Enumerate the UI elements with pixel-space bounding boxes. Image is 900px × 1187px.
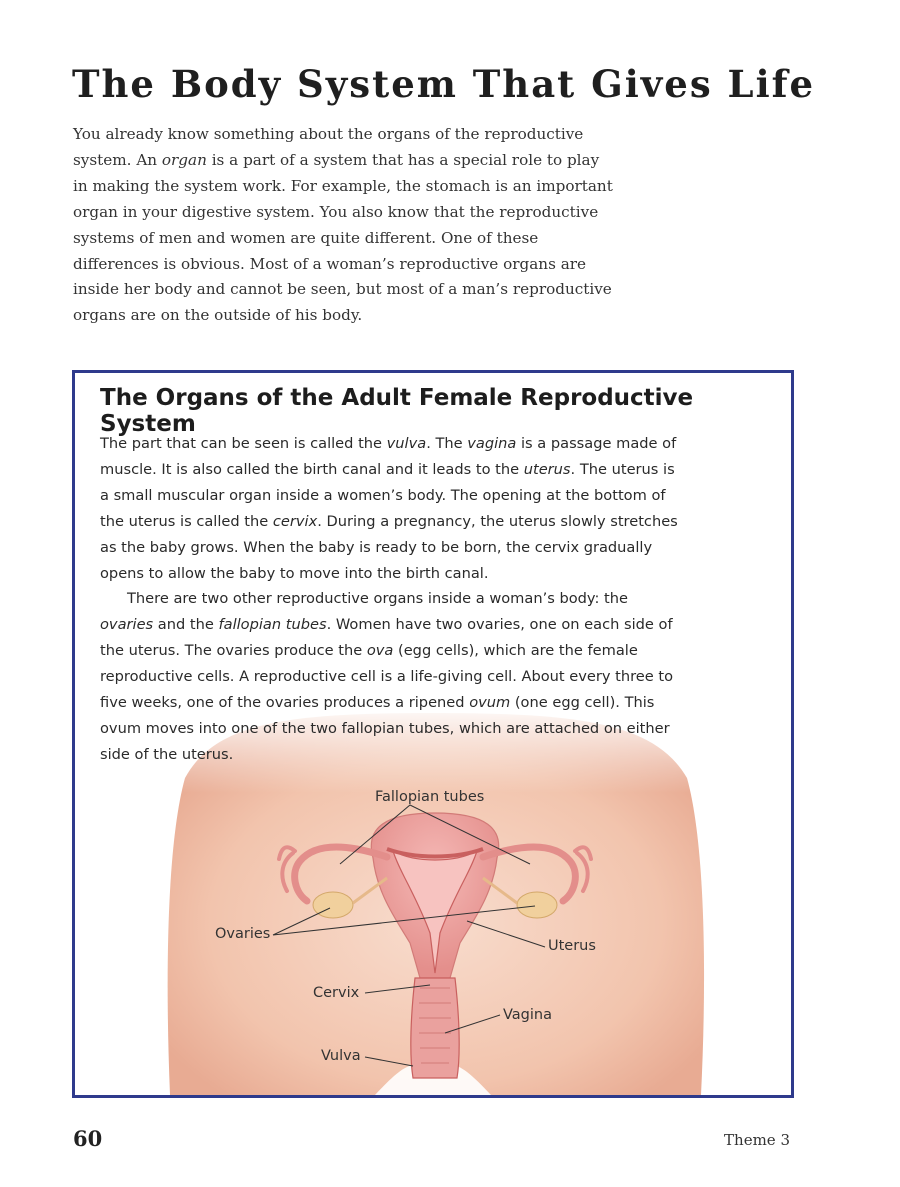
panel-text: . The uterus is a small muscular organ inside a women’s body. The opening at the bottom of the uterus is called the	[100, 460, 675, 530]
panel-text: (egg cells), which are the female reproductive cells. A reproductive cell is a life-giving cell. About every three to five weeks, one of the ovaries produces a ripened	[100, 642, 674, 712]
term-cervix: cervix	[272, 512, 318, 530]
label-fallopian-tubes: Fallopian tubes	[375, 789, 485, 805]
term-ovaries: ovaries	[100, 616, 154, 634]
footer-theme: Theme 3	[724, 1131, 790, 1149]
intro-term-organ: organ	[161, 150, 207, 169]
label-uterus: Uterus	[548, 938, 596, 954]
term-vulva: vulva	[386, 435, 427, 452]
term-vagina: vagina	[467, 435, 517, 452]
term-uterus: uterus	[523, 460, 571, 478]
panel-text: is a passage made of muscle. It is also called the birth canal and it leads to the	[100, 435, 677, 478]
term-ova: ova	[366, 642, 394, 660]
label-ovaries: Ovaries	[215, 926, 271, 942]
panel-text: (one egg cell). This ovum moves into one of the two fallopian tubes, which are attached on either side of the uterus.	[100, 694, 670, 763]
term-fallopian-tubes: fallopian tubes	[218, 616, 327, 634]
panel-text: . The	[426, 435, 468, 452]
ovary-right	[517, 892, 557, 918]
panel-title: The Organs of the Adult Female Reproductive System	[100, 385, 694, 437]
panel-text: There are two other reproductive organs inside a woman’s body: the	[127, 590, 629, 608]
diagram-panel	[72, 370, 794, 1098]
panel-text: . During a pregnancy, the uterus slowly stretches as the baby grows. When the baby is ready to be born, the cervix gradually opens to allow the baby to move into the birth canal.	[100, 512, 678, 582]
page-number: 60	[73, 1126, 103, 1151]
ovary-left	[313, 892, 353, 918]
label-vulva: Vulva	[321, 1048, 361, 1064]
intro-text: is a part of a system that has a special role to play in making the system work. For example, the stomach is an important organ in your digestive system. You also know that the reproductive systems of men and women are quite different. One of these differences is obvious. Most of a woman’s reproductive organs are inside her body and cannot be seen, but most of a man’s reproductive organs are on the outside of his body.	[73, 150, 613, 325]
panel-text: The part that can be seen is called the	[100, 435, 387, 452]
panel-text: and the	[153, 616, 219, 634]
label-cervix: Cervix	[313, 985, 360, 1001]
intro-paragraph	[73, 122, 613, 329]
panel-paragraph	[100, 431, 680, 768]
page-title: The Body System That Gives Life	[72, 62, 816, 106]
panel-text: . Women have two ovaries, one on each side of the uterus. The ovaries produce the	[100, 616, 673, 660]
label-vagina: Vagina	[503, 1007, 552, 1023]
intro-text: You already know something about the organs of the reproductive system. An	[73, 125, 584, 169]
term-ovum: ovum	[469, 694, 511, 712]
